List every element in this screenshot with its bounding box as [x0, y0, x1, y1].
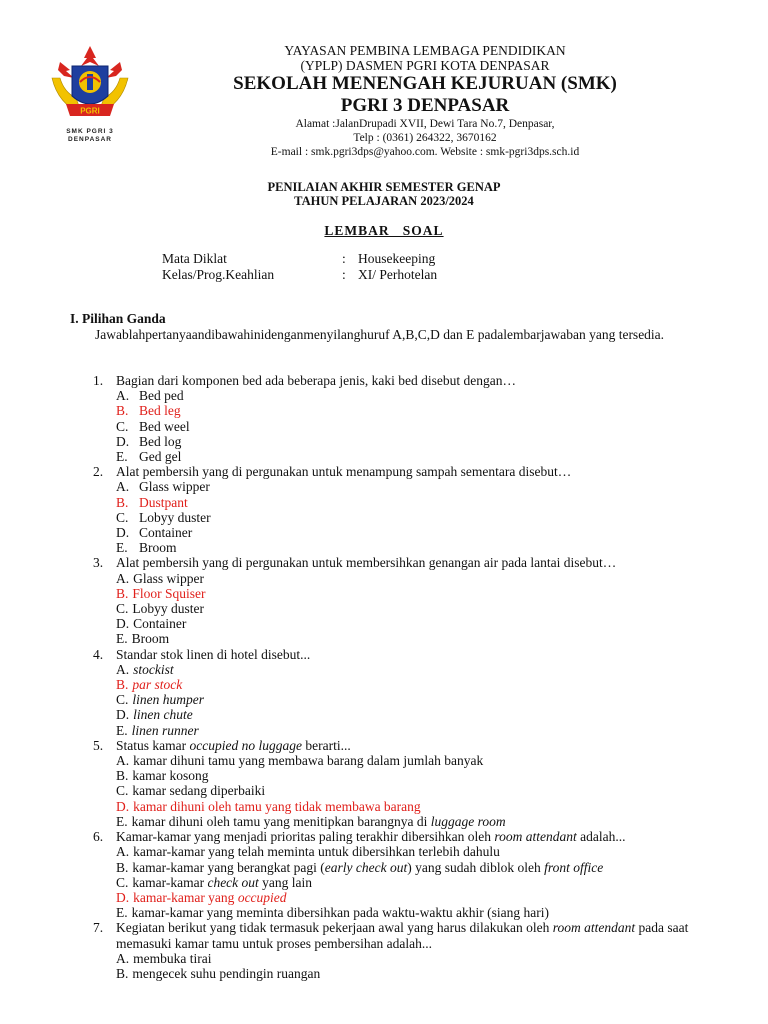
- italic-term: occupied no luggage: [189, 737, 302, 753]
- option-text: par stock: [132, 677, 183, 693]
- answer-option-correct: [93, 677, 705, 692]
- school-name-line-2: PGRI 3 DENPASAR: [340, 95, 510, 116]
- section-instruction: Jawablahpertanyaandibawahinidenganmenyilanghuruf A,B,C,D dan E padalembarjawaban yang tersedia.: [95, 327, 665, 342]
- question-item: [93, 647, 705, 738]
- answer-option-correct: [93, 586, 705, 601]
- option-letter: A.: [116, 753, 130, 769]
- school-address: Alamat :JalanDrupadi XVII, Dewi Tara No.7, Denpasar,: [295, 118, 555, 130]
- question-number: 5.: [93, 737, 104, 753]
- answer-option-correct: [93, 495, 705, 510]
- answer-option: [93, 434, 705, 449]
- answer-option: [93, 860, 705, 875]
- answer-option: [93, 616, 705, 631]
- option-text: Floor Squiser: [132, 585, 206, 601]
- text-fragment: kamar-kamar yang: [133, 889, 238, 905]
- exam-meta: [162, 251, 437, 283]
- answer-option: [93, 951, 705, 966]
- school-name-line-1: SEKOLAH MENENGAH KEJURUAN (SMK): [233, 73, 617, 94]
- option-text: Lobyy duster: [139, 509, 211, 525]
- option-text: membuka tirai: [133, 950, 212, 966]
- question-text: Bagian dari komponen bed ada beberapa jenis, kaki bed disebut dengan…: [116, 373, 516, 388]
- italic-term: front office: [544, 859, 604, 875]
- option-letter: E.: [116, 449, 128, 465]
- answer-option: [93, 905, 705, 920]
- option-text: Dustpant: [139, 494, 188, 510]
- question-number: 3.: [93, 555, 104, 571]
- answer-option: [93, 662, 705, 677]
- meta-row-subject: [162, 251, 437, 267]
- option-text: Glass wipper: [133, 570, 204, 586]
- answer-option: [93, 449, 705, 464]
- text-fragment: berarti...: [301, 737, 351, 753]
- option-letter: A.: [116, 479, 130, 495]
- school-logo: [46, 44, 134, 144]
- exam-title-line-2: TAHUN PELAJARAN 2023/2024: [294, 194, 474, 208]
- question-stem: [93, 738, 705, 753]
- meta-row-class: [162, 267, 437, 283]
- logo-caption-line-2: DENPASAR: [68, 136, 112, 143]
- option-letter: E.: [116, 813, 128, 829]
- option-letter: C.: [116, 418, 129, 434]
- sheet-heading: LEMBAR SOAL: [324, 223, 444, 238]
- option-text: kamar dihuni oleh tamu yang tidak membawa barang: [133, 798, 421, 814]
- answer-option: [93, 753, 705, 768]
- answer-option: [93, 601, 705, 616]
- text-fragment: kamar-kamar: [132, 874, 208, 890]
- question-text: [116, 920, 705, 950]
- answer-option-correct: [93, 403, 705, 418]
- meta-key: Kelas/Prog.Keahlian: [162, 267, 275, 282]
- answer-option-correct: [93, 890, 705, 905]
- answer-option: [93, 844, 705, 859]
- text-fragment: ) yang sudah diblok oleh: [407, 859, 545, 875]
- option-letter: A.: [116, 950, 130, 966]
- question-item: [93, 829, 705, 920]
- answer-option: [93, 540, 705, 555]
- question-text: Standar stok linen di hotel disebut...: [116, 646, 311, 662]
- option-letter: B.: [116, 859, 129, 875]
- letterhead: [160, 43, 690, 159]
- option-letter: C.: [116, 601, 129, 617]
- question-text: Alat pembersih yang di pergunakan untuk menampung sampah sementara disebut…: [116, 464, 572, 480]
- question-text: [116, 829, 705, 844]
- italic-term: luggage room: [430, 813, 506, 829]
- section-heading: I. Pilihan Ganda: [70, 311, 166, 326]
- question-item: [93, 920, 705, 981]
- question-number: 4.: [93, 646, 104, 662]
- option-text: kamar sedang diperbaiki: [132, 783, 266, 799]
- answer-option: [93, 783, 705, 798]
- italic-term: room attendant: [552, 920, 636, 936]
- option-letter: E.: [116, 722, 128, 738]
- answer-option: [93, 723, 705, 738]
- question-item: [93, 738, 705, 829]
- option-text: Bed weel: [139, 418, 190, 434]
- exam-title: [0, 180, 768, 208]
- option-letter: C.: [116, 783, 129, 799]
- option-letter: E.: [116, 631, 128, 647]
- answer-option: [93, 631, 705, 646]
- answer-option: [93, 571, 705, 586]
- option-text: stockist: [133, 661, 174, 677]
- option-letter: C.: [116, 874, 129, 890]
- option-text: Ged gel: [139, 449, 182, 465]
- question-item: [93, 464, 705, 555]
- italic-term: early check out: [324, 859, 408, 875]
- answer-option: [93, 388, 705, 403]
- option-text: Container: [139, 525, 193, 541]
- option-letter: D.: [116, 616, 130, 632]
- option-letter: B.: [116, 677, 129, 693]
- text-fragment: Status kamar: [116, 737, 190, 753]
- answer-option: [93, 510, 705, 525]
- option-letter: B.: [116, 494, 129, 510]
- option-letter: D.: [116, 433, 130, 449]
- option-letter: D.: [116, 889, 130, 905]
- option-text: kamar dihuni tamu yang membawa barang dalam jumlah banyak: [133, 753, 484, 769]
- question-stem: [93, 920, 705, 950]
- option-letter: A.: [116, 844, 130, 860]
- question-stem: [93, 555, 705, 570]
- question-number: 7.: [93, 920, 104, 936]
- option-letter: D.: [116, 525, 130, 541]
- option-text: linen chute: [133, 707, 193, 723]
- option-letter: A.: [116, 388, 130, 404]
- option-letter: B.: [116, 403, 129, 419]
- option-letter: C.: [116, 692, 129, 708]
- meta-value: XI/ Perhotelan: [358, 267, 438, 282]
- answer-option: [93, 814, 705, 829]
- logo-caption-line-1: SMK PGRI 3: [66, 128, 114, 135]
- school-contact: E-mail : smk.pgri3dps@yahoo.com. Website : smk-pgri3dps.sch.id: [270, 146, 580, 158]
- option-text: Container: [133, 616, 187, 632]
- answer-option: [93, 525, 705, 540]
- answer-option: [93, 692, 705, 707]
- answer-option: [93, 479, 705, 494]
- foundation-subname: (YPLP) DASMEN PGRI KOTA DENPASAR: [300, 58, 550, 73]
- pgri-emblem-icon: [46, 44, 134, 126]
- option-letter: E.: [116, 540, 128, 556]
- option-text: mengecek suhu pendingin ruangan: [132, 965, 321, 981]
- foundation-name: YAYASAN PEMBINA LEMBAGA PENDIDIKAN: [284, 43, 566, 58]
- option-text: kamar-kamar yang telah meminta untuk dibersihkan terlebih dahulu: [133, 844, 500, 860]
- question-text: [116, 738, 705, 753]
- answer-option: [93, 419, 705, 434]
- question-stem: [93, 647, 705, 662]
- option-text: [132, 860, 603, 875]
- option-letter: E.: [116, 905, 128, 921]
- school-phone: Telp : (0361) 264322, 3670162: [353, 132, 497, 144]
- italic-term: check out: [207, 874, 259, 890]
- option-letter: C.: [116, 509, 129, 525]
- question-stem: [93, 373, 705, 388]
- text-fragment: pada saat memasuki kamar tamu untuk proses pembersihan adalah...: [116, 920, 689, 951]
- question-number: 6.: [93, 829, 104, 845]
- text-fragment: Kamar-kamar yang menjadi prioritas paling terakhir dibersihkan oleh: [116, 829, 495, 845]
- logo-caption: [46, 128, 134, 144]
- italic-term: occupied: [237, 889, 287, 905]
- question-list: [93, 373, 705, 981]
- option-letter: A.: [116, 570, 130, 586]
- text-fragment: kamar dihuni oleh tamu yang menitipkan barangnya di: [131, 813, 431, 829]
- question-text: Alat pembersih yang di pergunakan untuk membersihkan genangan air pada lantai disebut…: [116, 555, 617, 571]
- text-fragment: Kegiatan berikut yang tidak termasuk pekerjaan awal yang harus dilakukan oleh: [116, 920, 553, 936]
- answer-option: [93, 875, 705, 890]
- question-number: 1.: [93, 373, 104, 388]
- text-fragment: kamar-kamar yang berangkat pagi (: [132, 859, 325, 875]
- option-text: Lobyy duster: [132, 601, 205, 617]
- option-letter: A.: [116, 661, 130, 677]
- option-letter: D.: [116, 707, 130, 723]
- option-letter: B.: [116, 768, 129, 784]
- logo-ribbon-text: PGRI: [80, 106, 100, 116]
- option-text: [132, 814, 506, 829]
- option-text: Bed leg: [139, 403, 181, 419]
- option-text: kamar kosong: [132, 768, 209, 784]
- option-letter: B.: [116, 965, 129, 981]
- meta-key: Mata Diklat: [162, 251, 227, 266]
- meta-colon: :: [342, 267, 346, 282]
- option-text: linen humper: [132, 692, 205, 708]
- meta-colon: :: [342, 251, 346, 266]
- text-fragment: adalah...: [576, 829, 626, 845]
- answer-option: [93, 768, 705, 783]
- question-stem: [93, 464, 705, 479]
- question-item: [93, 555, 705, 646]
- italic-term: room attendant: [494, 829, 577, 845]
- option-text: Broom: [139, 540, 177, 556]
- option-text: Bed log: [139, 433, 182, 449]
- text-fragment: yang lain: [258, 874, 313, 890]
- question-number: 2.: [93, 464, 104, 480]
- option-text: [132, 875, 312, 890]
- question-stem: [93, 829, 705, 844]
- option-letter: B.: [116, 585, 129, 601]
- meta-value: Housekeeping: [358, 251, 436, 266]
- exam-title-line-1: PENILAIAN AKHIR SEMESTER GENAP: [267, 180, 501, 194]
- option-text: kamar-kamar yang meminta dibersihkan pada waktu-waktu akhir (siang hari): [131, 905, 549, 921]
- answer-option-correct: [93, 799, 705, 814]
- option-text: [133, 890, 286, 905]
- option-text: Broom: [131, 631, 170, 647]
- answer-option: [93, 966, 705, 981]
- option-letter: D.: [116, 798, 130, 814]
- option-text: Bed ped: [139, 388, 184, 404]
- answer-option: [93, 707, 705, 722]
- question-item: [93, 373, 705, 464]
- option-text: linen runner: [131, 722, 199, 738]
- option-text: Glass wipper: [139, 479, 210, 495]
